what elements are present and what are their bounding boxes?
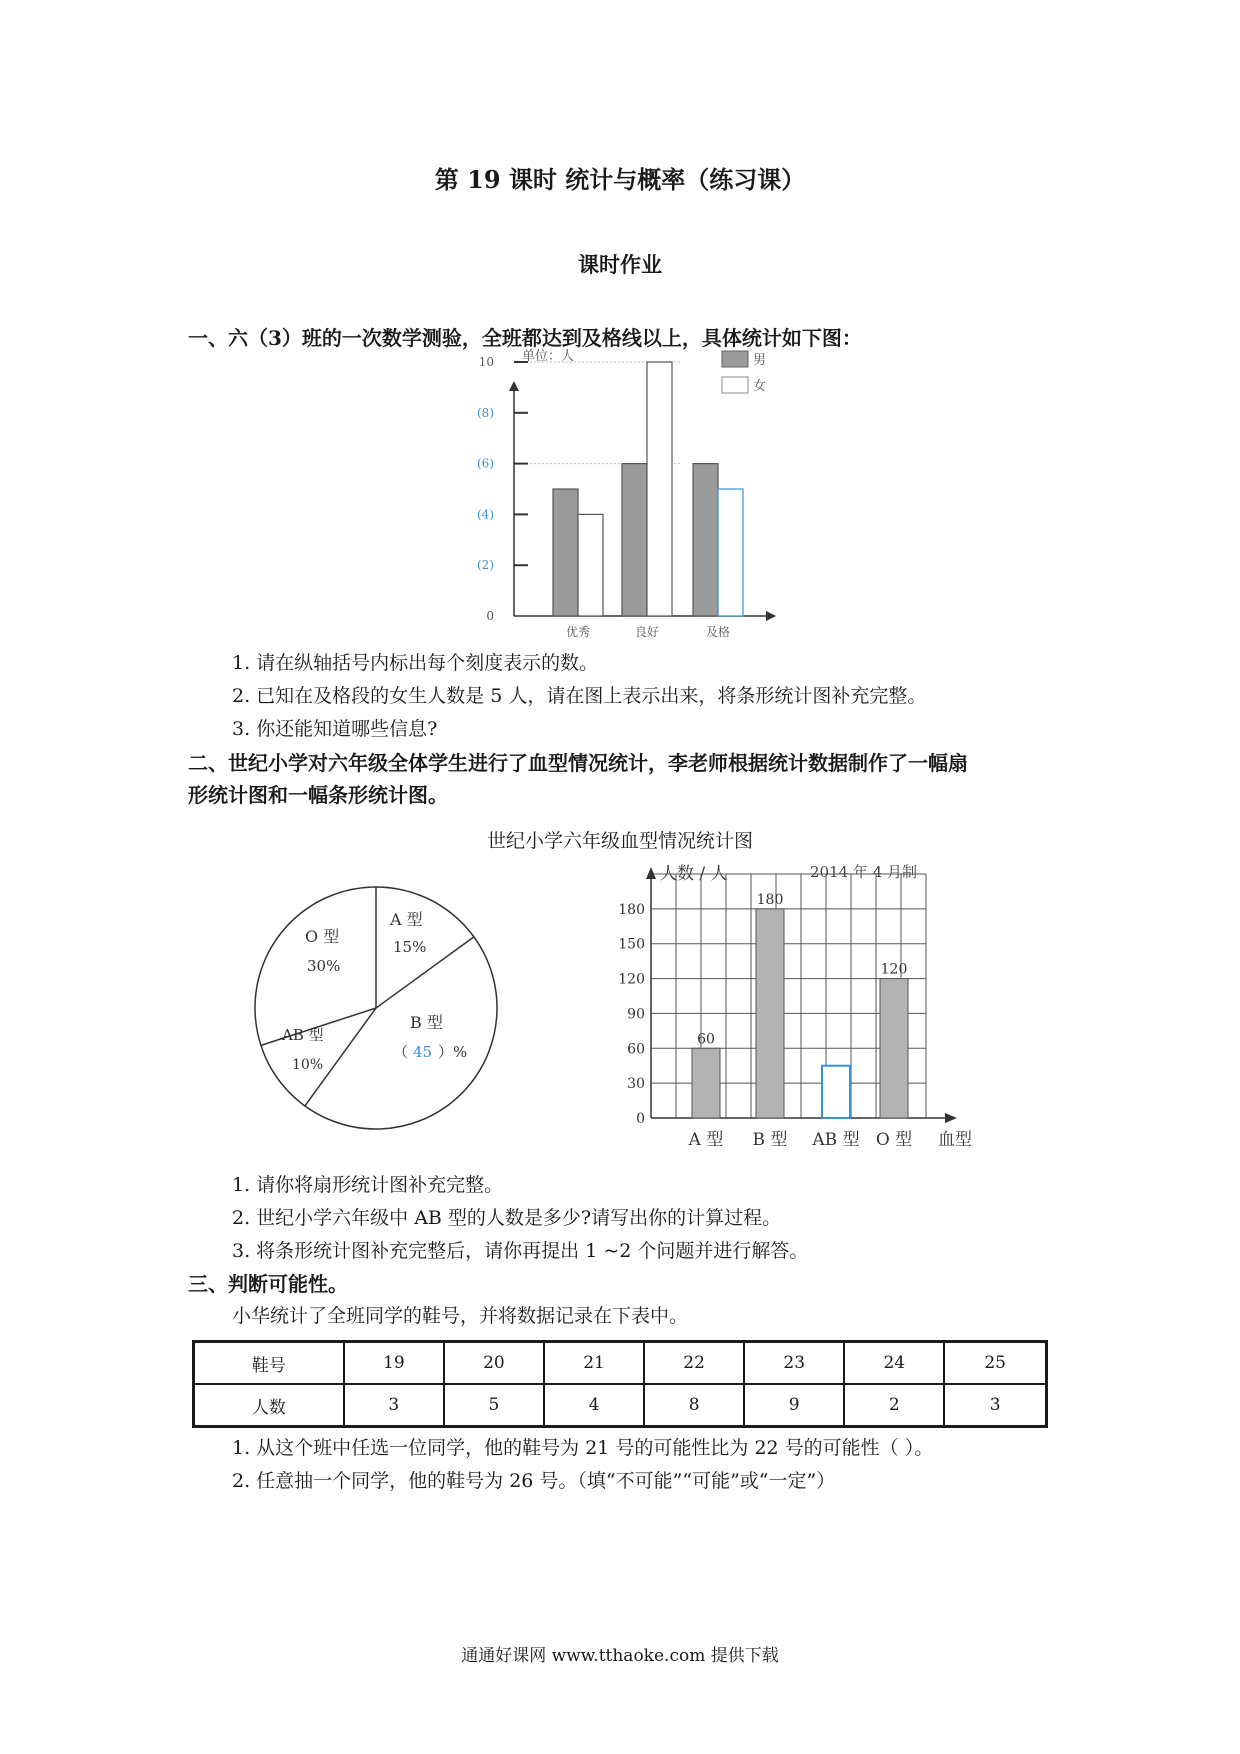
page-title: 第 19 课时 统计与概率（练习课） bbox=[434, 165, 806, 194]
y-ticks bbox=[477, 355, 528, 623]
x-tick-label: 优秀 bbox=[565, 625, 591, 639]
y-tick-label: (2) bbox=[477, 558, 494, 573]
section2-heading-line2: 形统计图和一幅条形统计图。 bbox=[188, 783, 448, 807]
y-tick-labels bbox=[618, 902, 645, 1127]
table-cell: 20 bbox=[444, 1342, 544, 1385]
y-tick-label: 90 bbox=[627, 1006, 645, 1023]
blood-x-label: 血型 bbox=[938, 1130, 972, 1150]
x-tick-label: B 型 bbox=[752, 1130, 788, 1150]
blood-chart-title: 世纪小学六年级血型情况统计图 bbox=[486, 830, 753, 852]
x-tick-label: 良好 bbox=[634, 625, 660, 639]
table-cell: 23 bbox=[744, 1342, 844, 1385]
data-label: 120 bbox=[880, 961, 908, 978]
legend-female-swatch bbox=[722, 377, 748, 393]
page-footer: 通通好课网 www.tthaoke.com 提供下载 bbox=[461, 1646, 779, 1666]
slice-o-label: O 型 bbox=[305, 927, 340, 946]
slice-b-open: （ bbox=[393, 1043, 409, 1061]
bar bbox=[756, 909, 784, 1118]
row-header: 人数 bbox=[194, 1384, 344, 1427]
bars bbox=[553, 362, 743, 616]
s2-item-2: 2. 世纪小学六年级中 AB 型的人数是多少?请写出你的计算过程。 bbox=[232, 1207, 782, 1229]
table-cell: 5 bbox=[444, 1384, 544, 1427]
bar-male bbox=[622, 464, 647, 616]
slice-a-value: 15% bbox=[393, 938, 427, 956]
table-cell: 22 bbox=[644, 1342, 744, 1385]
data-label: 60 bbox=[697, 1031, 715, 1048]
bar-female bbox=[718, 489, 743, 616]
y-tick-label: 30 bbox=[627, 1076, 645, 1093]
chart-date-note: 2014 年 4 月制 bbox=[810, 863, 918, 881]
table-row bbox=[194, 1342, 1047, 1385]
y-tick-label: 120 bbox=[618, 971, 645, 988]
y-tick-label: 60 bbox=[627, 1041, 645, 1058]
y-tick-label: (8) bbox=[477, 405, 494, 420]
section3-intro: 小华统计了全班同学的鞋号，并将数据记录在下表中。 bbox=[232, 1305, 689, 1327]
page-subtitle: 课时作业 bbox=[578, 252, 662, 277]
shoe-size-table bbox=[192, 1340, 1048, 1428]
table-cell: 8 bbox=[644, 1384, 744, 1427]
slice-ab-label: AB 型 bbox=[282, 1026, 324, 1044]
x-axis-arrow bbox=[766, 611, 776, 621]
bar-female bbox=[647, 362, 672, 616]
table-cell: 25 bbox=[944, 1342, 1046, 1385]
y-tick-label: 150 bbox=[618, 936, 645, 953]
unit-label: 单位：人 bbox=[522, 349, 575, 364]
slice-b-value: 45 bbox=[413, 1043, 433, 1061]
x-tick-labels bbox=[566, 624, 730, 639]
y-tick-label: 180 bbox=[618, 901, 645, 918]
table-cell: 21 bbox=[544, 1342, 644, 1385]
slice-a-label: A 型 bbox=[390, 910, 423, 929]
y-tick-label: 10 bbox=[478, 355, 494, 369]
table-row bbox=[194, 1384, 1047, 1427]
s1-item-3: 3. 你还能知道哪些信息? bbox=[232, 718, 438, 740]
x-tick-labels bbox=[688, 1130, 913, 1150]
blood-pie-chart bbox=[250, 880, 510, 1140]
slice-o-value: 30% bbox=[307, 957, 341, 975]
table-cell: 9 bbox=[744, 1384, 844, 1427]
table-cell: 3 bbox=[344, 1384, 444, 1427]
table-cell: 19 bbox=[344, 1342, 444, 1385]
legend-female-label: 女 bbox=[753, 379, 767, 394]
y-tick-label: (4) bbox=[477, 507, 494, 522]
y-axis-arrow bbox=[646, 867, 656, 879]
table-cell: 3 bbox=[944, 1384, 1046, 1427]
data-label: 180 bbox=[756, 891, 784, 908]
grade-bar-chart bbox=[430, 345, 800, 641]
s3-item-1: 1. 从这个班中任选一位同学，他的鞋号为 21 号的可能性比为 22 号的可能性（ ）。 bbox=[232, 1437, 934, 1459]
section2-heading-line1: 二、世纪小学对六年级全体学生进行了血型情况统计，李老师根据统计数据制作了一幅扇 bbox=[188, 751, 968, 775]
bar bbox=[880, 979, 908, 1118]
s1-item-1: 1. 请在纵轴括号内标出每个刻度表示的数。 bbox=[232, 652, 599, 674]
x-tick-label: AB 型 bbox=[812, 1130, 860, 1150]
y-axis-arrow bbox=[509, 381, 519, 391]
bar bbox=[692, 1048, 720, 1118]
x-axis-arrow bbox=[945, 1113, 957, 1123]
x-tick-label: O 型 bbox=[875, 1130, 913, 1150]
bar-female bbox=[578, 514, 603, 616]
x-tick-label: A 型 bbox=[688, 1130, 724, 1150]
bar-male bbox=[553, 489, 578, 616]
slice-b-label: B 型 bbox=[410, 1013, 443, 1032]
bar-male bbox=[693, 464, 718, 616]
y-tick-label: (6) bbox=[477, 456, 494, 471]
table-cell: 2 bbox=[844, 1384, 944, 1427]
s3-item-2: 2. 任意抽一个同学，他的鞋号为 26 号。（填“不可能”“可能”或“一定”） bbox=[232, 1470, 836, 1492]
s1-item-2: 2. 已知在及格段的女生人数是 5 人，请在图上表示出来，将条形统计图补充完整。 bbox=[232, 685, 927, 707]
table-cell: 4 bbox=[544, 1384, 644, 1427]
slice-b-close: ）% bbox=[438, 1043, 468, 1061]
blood-bar-chart bbox=[600, 855, 1000, 1155]
section3-heading: 三、判断可能性。 bbox=[188, 1272, 348, 1296]
row-header: 鞋号 bbox=[194, 1342, 344, 1385]
y-tick-label: 0 bbox=[486, 609, 494, 623]
s2-item-1: 1. 请你将扇形统计图补充完整。 bbox=[232, 1174, 504, 1196]
y-tick-label: 0 bbox=[636, 1111, 645, 1127]
table-cell: 24 bbox=[844, 1342, 944, 1385]
slice-ab-value: 10% bbox=[292, 1057, 324, 1073]
legend-male-swatch bbox=[722, 351, 748, 367]
blood-y-label: 人数 / 人 bbox=[660, 864, 728, 884]
s2-item-3: 3. 将条形统计图补充完整后，请你再提出 1 ~2 个问题并进行解答。 bbox=[232, 1240, 809, 1262]
bar bbox=[822, 1066, 850, 1118]
section1-heading: 一、六（3）班的一次数学测验，全班都达到及格线以上，具体统计如下图： bbox=[188, 326, 862, 350]
legend-male-label: 男 bbox=[753, 353, 767, 368]
x-tick-label: 及格 bbox=[705, 625, 731, 639]
